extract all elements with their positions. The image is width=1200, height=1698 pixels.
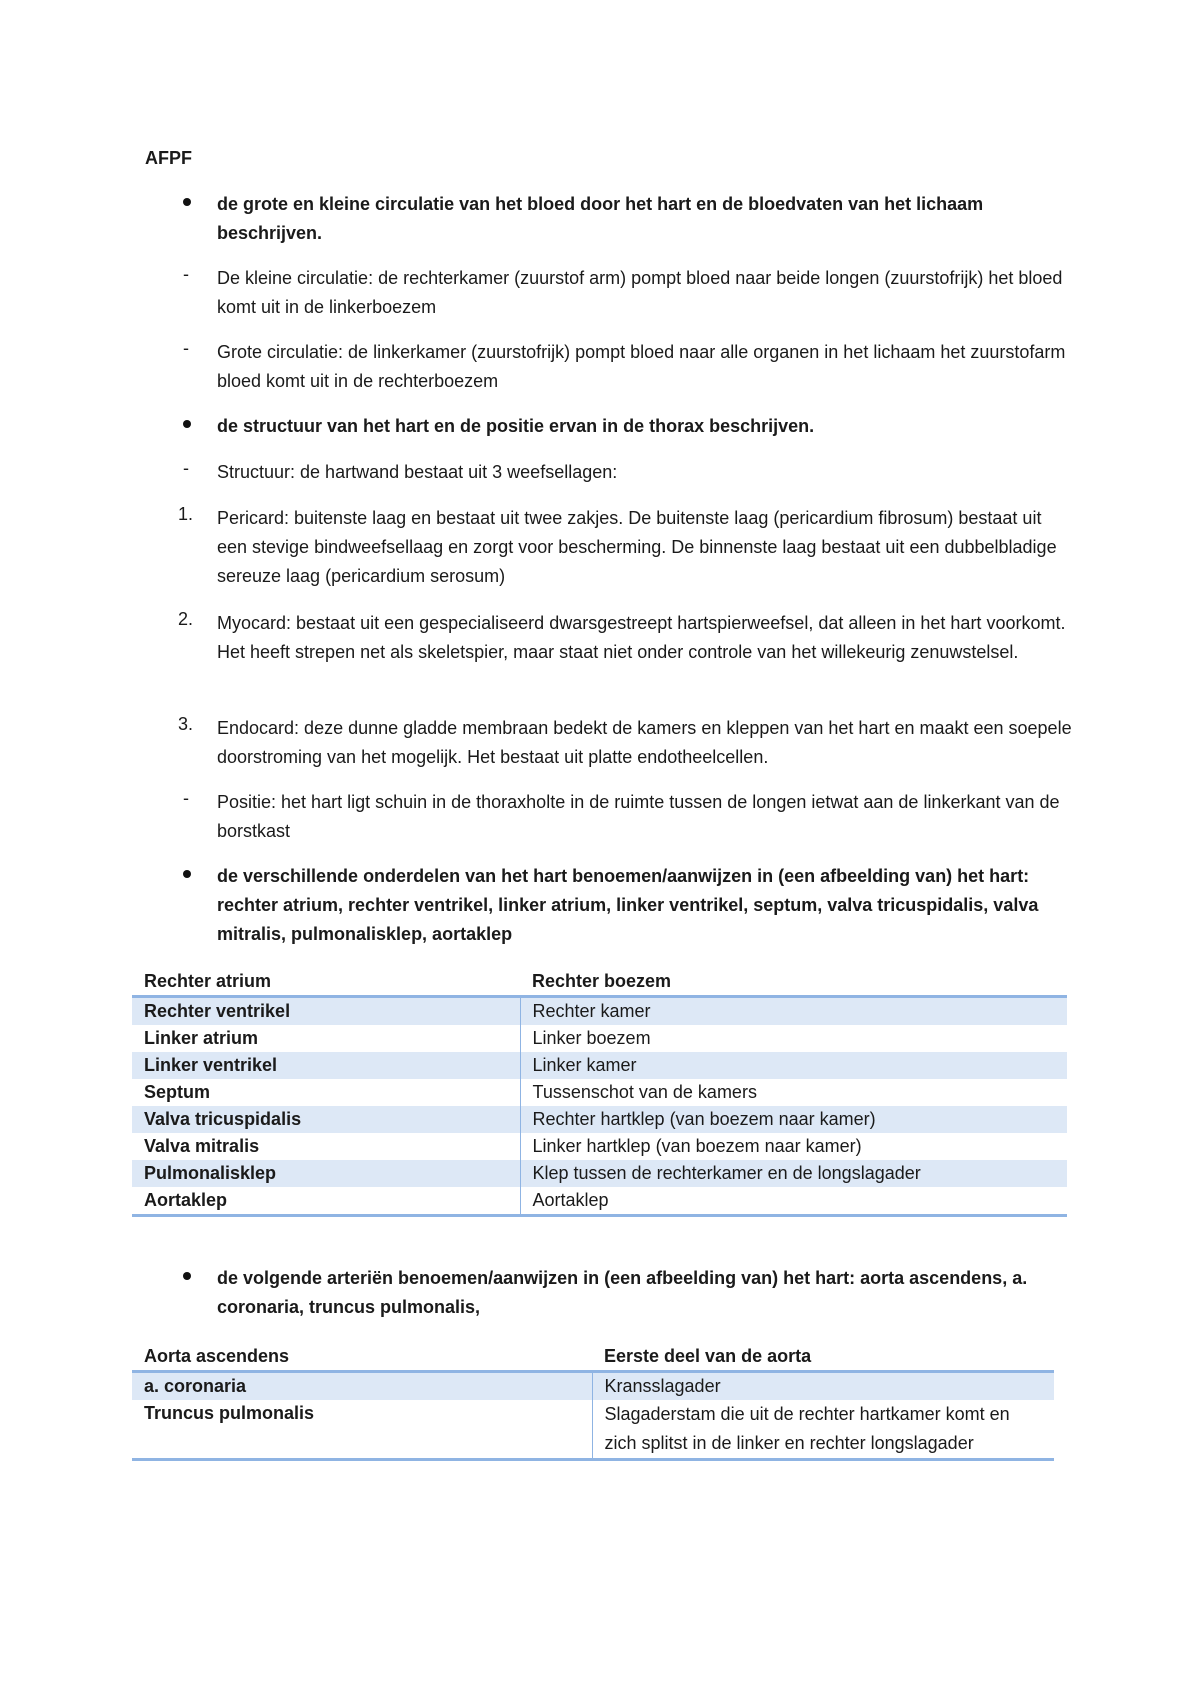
learning-goal-3-text: de verschillende onderdelen van het hart benoemen/aanwijzen in (een afbeelding van) het hart: rechter atrium, rechter ventrikel, linker atrium, linker ventrikel, septum, valva tricuspidalis, valva mitralis, pulmonalisklep, aortaklep [217, 866, 1039, 944]
table-cell: Truncus pulmonalis [132, 1400, 592, 1460]
dash-marker: - [183, 264, 189, 284]
learning-goal-2-text: de structuur van het hart en de positie ervan in de thorax beschrijven. [217, 416, 815, 436]
table-cell: Valva mitralis [132, 1133, 520, 1160]
sub-item-large-circulation [145, 338, 1075, 396]
table-cell: Linker hartklep (van boezem naar kamer) [532, 1136, 862, 1156]
table-row [132, 1025, 1067, 1052]
learning-goal-1-text: de grote en kleine circulatie van het bloed door het hart en de bloedvaten van het lichaam beschrijven. [217, 194, 984, 243]
numbered-item-2 [145, 609, 1075, 667]
learning-goal-4 [145, 1264, 1075, 1322]
number-marker: 3. [178, 714, 194, 734]
sub-item-text: Structuur: de hartwand bestaat uit 3 weefsellagen: [217, 462, 618, 482]
numbered-item-3 [145, 714, 1075, 772]
sub-item-text: De kleine circulatie: de rechterkamer (zuurstof arm) pompt bloed naar beide longen (zuurstofrijk) het bloed komt uit in de linkerboezem [217, 268, 1063, 317]
table-cell: Aortaklep [132, 1187, 520, 1216]
sub-item-small-circulation [145, 264, 1075, 322]
table-cell: Rechter atrium [132, 968, 520, 997]
dash-marker: - [183, 788, 189, 808]
table-row [132, 1079, 1067, 1106]
table-cell: Eerste deel van de aorta [592, 1343, 1054, 1372]
table-cell: Aorta ascendens [132, 1343, 592, 1372]
table-cell: Linker ventrikel [132, 1052, 520, 1079]
table-cell: Klep tussen de rechterkamer en de longslagader [520, 1160, 1067, 1187]
bullet-icon [183, 420, 191, 428]
table-row [132, 1400, 1054, 1460]
table-cell: Linker boezem [532, 1028, 651, 1048]
table-row [132, 997, 1067, 1026]
dash-marker: - [183, 338, 189, 358]
table-row [132, 1106, 1067, 1133]
bullet-icon [183, 1272, 191, 1280]
learning-goal-2 [145, 412, 1075, 441]
table-cell: Rechter ventrikel [132, 997, 520, 1026]
table-cell: Valva tricuspidalis [132, 1106, 520, 1133]
table-row [132, 1372, 1054, 1401]
table-cell: Slagaderstam die uit de rechter hartkamer komt en zich splitst in de linker en rechter longslagader [592, 1400, 1054, 1460]
arteries-table [132, 1343, 1054, 1461]
numbered-item-text: Pericard: buitenste laag en bestaat uit twee zakjes. De buitenste laag (pericardium fibrosum) bestaat uit een stevige bindweefsellaag en zorgt voor bescherming. De binnenste laag bestaat uit een dubbelbladige sereuze laag (pericardium serosum) [217, 508, 1057, 586]
table-row [132, 1133, 1067, 1160]
numbered-item-text: Myocard: bestaat uit een gespecialiseerd dwarsgestreept hartspierweefsel, dat alleen in het hart voorkomt. Het heeft strepen net als skeletspier, maar staat niet onder controle van het willekeurig zenuwstelsel. [217, 613, 1066, 662]
sub-item-text: Positie: het hart ligt schuin in de thoraxholte in de ruimte tussen de longen ietwat aan de linkerkant van de borstkast [217, 792, 1060, 841]
number-marker: 2. [178, 609, 194, 629]
bullet-icon [183, 870, 191, 878]
learning-goal-4-text: de volgende arteriën benoemen/aanwijzen in (een afbeelding van) het hart: aorta ascendens, a. coronaria, truncus pulmonalis, [217, 1268, 1028, 1317]
table-row [132, 1160, 1067, 1187]
table-cell: Rechter boezem [520, 968, 1067, 997]
table-cell: Pulmonalisklep [132, 1160, 520, 1187]
learning-goal-1 [145, 190, 1075, 248]
table-cell: Aortaklep [520, 1187, 1067, 1216]
table-cell: Septum [132, 1079, 520, 1106]
sub-item-structure [145, 458, 1075, 487]
sub-item-position [145, 788, 1075, 846]
table-header-row [132, 1343, 1054, 1372]
table-cell: Kransslagader [592, 1372, 1054, 1401]
bullet-icon [183, 198, 191, 206]
table-cell: Tussenschot van de kamers [532, 1082, 757, 1102]
heart-parts-table [132, 968, 1067, 1217]
sub-item-text: Grote circulatie: de linkerkamer (zuurstofrijk) pompt bloed naar alle organen in het lichaam het zuurstofarm bloed komt uit in de rechterboezem [217, 342, 1066, 391]
document-title: AFPF [145, 148, 192, 168]
table-cell: Rechter kamer [520, 997, 1067, 1026]
table-header-row [132, 968, 1067, 997]
table-cell: a. coronaria [132, 1372, 592, 1401]
numbered-item-text: Endocard: deze dunne gladde membraan bedekt de kamers en kleppen van het hart en maakt een soepele doorstroming van het mogelijk. Het bestaat uit platte endotheelcellen. [217, 718, 1072, 767]
number-marker: 1. [178, 504, 194, 524]
numbered-item-1 [145, 504, 1075, 591]
learning-goal-3 [145, 862, 1075, 949]
table-cell: Linker kamer [520, 1052, 1067, 1079]
table-row [132, 1187, 1067, 1216]
table-row [132, 1052, 1067, 1079]
table-cell: Rechter hartklep (van boezem naar kamer) [520, 1106, 1067, 1133]
dash-marker: - [183, 458, 189, 478]
table-cell: Linker atrium [132, 1025, 520, 1052]
